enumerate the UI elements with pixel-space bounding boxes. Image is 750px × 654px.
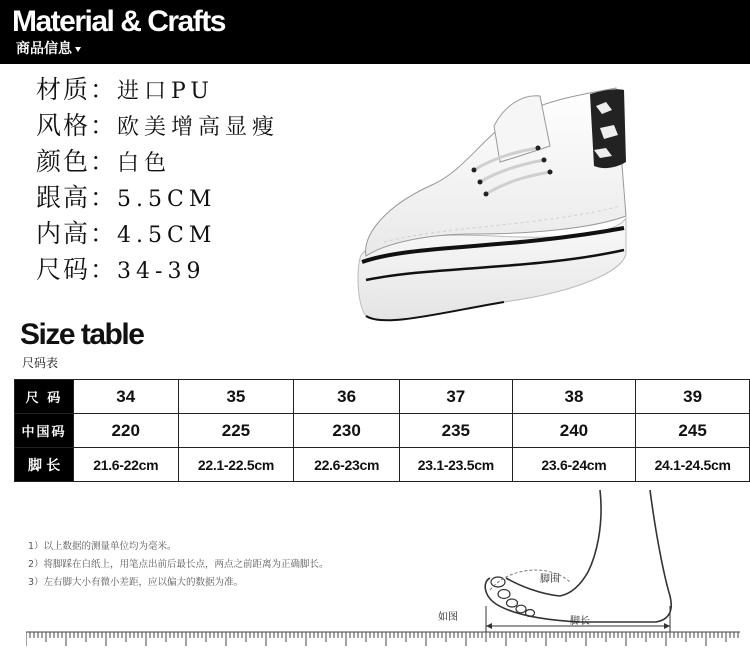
table-cell: 220 xyxy=(73,414,178,448)
spec-list xyxy=(36,72,279,288)
table-cell: 36 xyxy=(294,380,400,414)
row-header-foot-length: 脚 长 xyxy=(15,448,74,482)
table-cell: 34 xyxy=(73,380,178,414)
size-table-title: Size table xyxy=(20,318,144,351)
table-row xyxy=(15,380,750,414)
header-bar xyxy=(0,0,750,64)
spec-color xyxy=(36,144,279,180)
table-cell: 22.6-23cm xyxy=(294,448,400,482)
shoe-image xyxy=(354,66,654,346)
ruler xyxy=(26,630,740,650)
row-header-size: 尺 码 xyxy=(15,380,74,414)
table-cell: 22.1-22.5cm xyxy=(178,448,294,482)
foot-diagram xyxy=(420,486,700,634)
table-row xyxy=(15,448,750,482)
header-subtitle xyxy=(16,40,81,58)
spec-label: 内高： xyxy=(36,219,118,248)
spec-value: 5.5CM xyxy=(117,187,217,212)
foot-outline-icon xyxy=(420,486,700,634)
spec-inner-height xyxy=(36,216,279,252)
spec-label: 跟高： xyxy=(36,183,118,212)
table-cell: 230 xyxy=(294,414,400,448)
note-item: 3）左右脚大小有微小差距，应以偏大的数据为准。 xyxy=(28,577,244,588)
header-subtitle-text: 商品信息 xyxy=(16,41,72,57)
table-cell: 39 xyxy=(636,380,750,414)
table-cell: 23.1-23.5cm xyxy=(399,448,512,482)
spec-value: 4.5CM xyxy=(117,223,217,248)
table-cell: 37 xyxy=(399,380,512,414)
header-title: Material & Crafts xyxy=(12,5,225,38)
spec-value: 进口PU xyxy=(117,79,214,104)
size-table-subtitle: 尺码表 xyxy=(22,356,59,370)
spec-label: 颜色： xyxy=(36,147,118,176)
note-item: 2）将脚踩在白纸上，用笔点出前后最长点，两点之前距离为正确脚长。 xyxy=(28,559,329,570)
spec-value: 欧美增高显瘦 xyxy=(117,115,280,140)
spec-label: 材质： xyxy=(36,75,118,104)
spec-material xyxy=(36,72,279,108)
table-cell: 24.1-24.5cm xyxy=(636,448,750,482)
spec-style xyxy=(36,108,279,144)
table-cell: 235 xyxy=(399,414,512,448)
spec-value: 白色 xyxy=(117,151,172,176)
spec-size-range xyxy=(36,252,279,288)
table-cell: 240 xyxy=(512,414,636,448)
table-cell: 225 xyxy=(178,414,294,448)
length-label: 脚长 xyxy=(570,616,590,627)
spec-label: 风格： xyxy=(36,111,118,140)
circumference-label: 脚围 xyxy=(540,574,560,585)
row-header-china-size: 中国码 xyxy=(15,414,74,448)
size-table xyxy=(14,379,750,482)
table-cell: 21.6-22cm xyxy=(73,448,178,482)
spec-label: 尺码： xyxy=(36,255,118,284)
example-label: 如图 xyxy=(438,612,458,623)
table-cell: 38 xyxy=(512,380,636,414)
measurement-notes xyxy=(28,538,329,592)
table-cell: 23.6-24cm xyxy=(512,448,636,482)
triangle-down-icon xyxy=(75,47,81,52)
table-cell: 245 xyxy=(636,414,750,448)
spec-heel-height xyxy=(36,180,279,216)
spec-value: 34-39 xyxy=(117,259,206,284)
table-row xyxy=(15,414,750,448)
note-item: 1）以上数据的测量单位均为毫米。 xyxy=(28,541,177,552)
table-cell: 35 xyxy=(178,380,294,414)
